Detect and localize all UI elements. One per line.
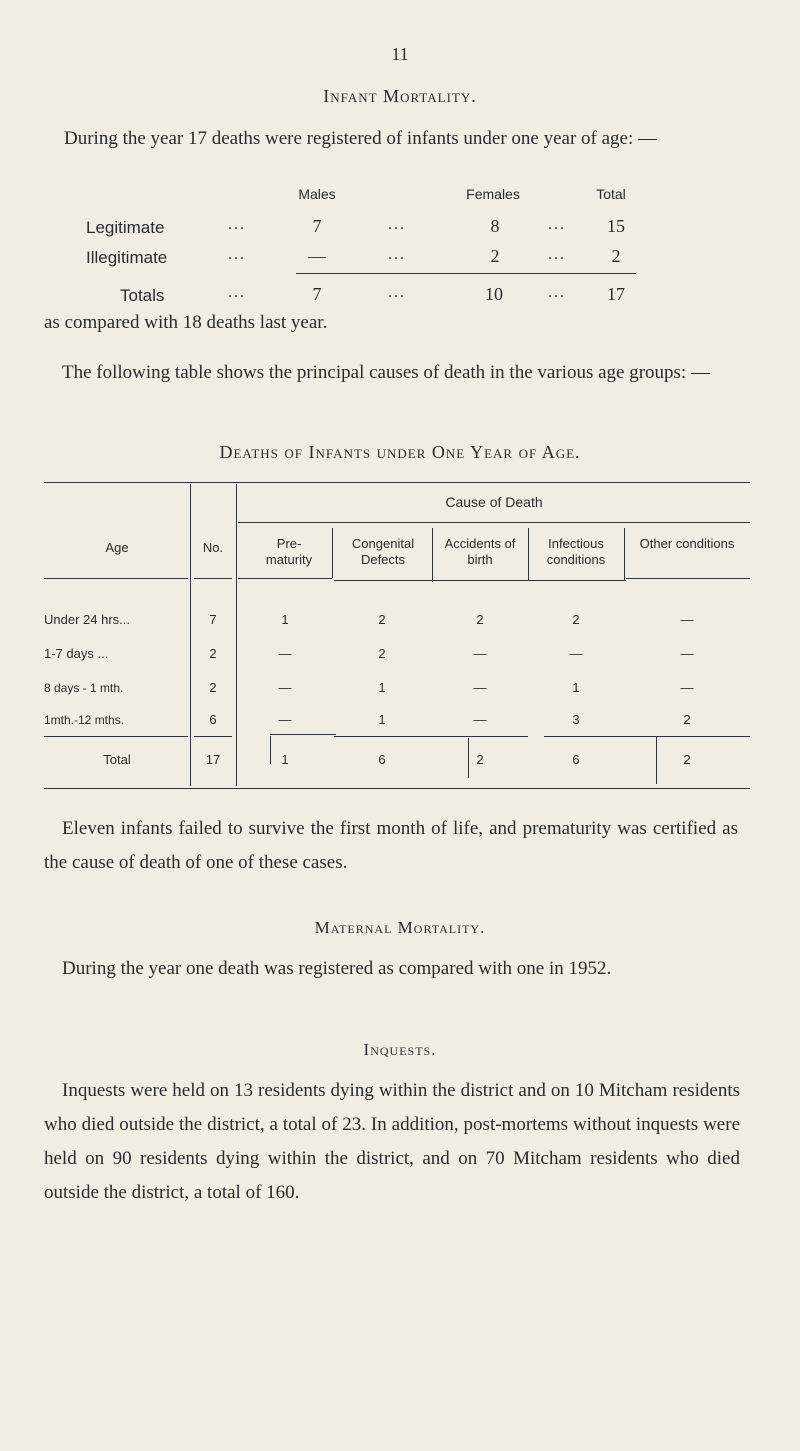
row-acc: 2 <box>476 612 484 627</box>
maternal-mortality-text: During the year one death was registered as compared with one in 1952. <box>62 958 612 979</box>
row-inf: 1 <box>572 680 580 695</box>
header-accidents: Accidents of birth <box>444 536 516 567</box>
summary-divider <box>296 273 636 274</box>
acc-header-rule <box>434 580 530 581</box>
header-no: No. <box>202 540 224 555</box>
row-cong: 2 <box>378 646 386 661</box>
v-rule-cong-head <box>432 528 433 582</box>
oth-header-rule <box>626 578 750 579</box>
inf-header-rule <box>530 580 626 581</box>
row-pre: — <box>278 646 292 661</box>
total-no: 17 <box>205 752 221 767</box>
total-inf: 6 <box>572 752 580 767</box>
v-rule-age <box>190 484 191 786</box>
row-acc: — <box>473 646 487 661</box>
after-table-text: Eleven infants failed to survive the first month of life, and prematurity was certified as the cause of death of one of these cases. <box>44 818 738 873</box>
infant-mortality-heading: Infant Mortality. <box>323 86 477 106</box>
infant-mortality-intro <box>62 122 712 156</box>
comparison-text: as compared with 18 deaths last year. <box>44 312 328 333</box>
row-pre: — <box>278 680 292 695</box>
header-cause-of-death: Cause of Death <box>445 494 543 510</box>
total-age: Total <box>103 752 131 767</box>
row-cong: 2 <box>378 612 386 627</box>
no-header-rule <box>194 578 232 579</box>
header-prematurity: Pre- maturity <box>265 536 313 567</box>
total-acc: 2 <box>476 752 484 767</box>
row-no: 7 <box>209 612 217 627</box>
dots: ... <box>548 246 566 263</box>
summary-table <box>0 186 800 316</box>
row-illegitimate-label: Illegitimate <box>86 248 168 267</box>
deaths-table <box>44 482 750 792</box>
pre-total-rule <box>270 734 336 735</box>
dots: ... <box>228 216 246 233</box>
dots: ... <box>548 284 566 301</box>
dots: ... <box>548 216 566 233</box>
row-oth: — <box>680 646 694 661</box>
row-pre: 1 <box>281 612 289 627</box>
oth-total-rule <box>626 736 750 737</box>
illegitimate-males: — <box>308 246 326 266</box>
cause-header-rule <box>238 522 750 523</box>
page-number: 11 <box>391 44 409 64</box>
inquests-text: Inquests were held on 13 residents dying within the district and on 10 Mitcham residents who died outside the district, a total of 23. In addition, post-mortems without inquests were held on 90 residents dying within the district, and on 70 Mitcham residents who died outside the district, a total of 160. <box>44 1080 740 1203</box>
row-totals-label: Totals <box>120 286 165 305</box>
header-total: Total <box>596 186 626 202</box>
totals-total: 17 <box>607 284 625 304</box>
total-cong: 6 <box>378 752 386 767</box>
row-no: 2 <box>209 680 217 695</box>
row-cong: 1 <box>378 680 386 695</box>
row-acc: — <box>473 680 487 695</box>
cong-total-rule <box>334 736 434 737</box>
age-header-rule <box>44 578 188 579</box>
row-inf: 3 <box>572 712 580 727</box>
pre-header-rule <box>238 578 332 579</box>
row-no: 2 <box>209 646 217 661</box>
illegitimate-females: 2 <box>490 246 500 266</box>
illegitimate-total: 2 <box>611 246 621 266</box>
age-total-rule <box>44 736 188 737</box>
row-cong: 1 <box>378 712 386 727</box>
v-rule-no <box>236 484 237 786</box>
inquests-heading: Inquests. <box>363 1040 437 1059</box>
acc-total-rule <box>434 736 528 737</box>
legitimate-males: 7 <box>312 216 322 236</box>
dots: ... <box>228 246 246 263</box>
row-inf: — <box>569 646 583 661</box>
header-congenital: Congenital Defects <box>351 536 415 567</box>
inf-total-rule <box>544 736 626 737</box>
maternal-mortality-heading: Maternal Mortality. <box>314 918 486 937</box>
row-pre: — <box>278 712 292 727</box>
cong-header-rule <box>334 580 434 581</box>
row-acc: — <box>473 712 487 727</box>
dots: ... <box>388 246 406 263</box>
table-top-rule <box>44 482 750 483</box>
row-age: 1-7 days ... <box>44 646 109 661</box>
legitimate-total: 15 <box>607 216 625 236</box>
header-other: Other conditions <box>639 536 735 551</box>
table-bottom-rule <box>44 788 750 789</box>
totals-females: 10 <box>485 284 503 304</box>
total-pre: 1 <box>281 752 289 767</box>
dots: ... <box>228 284 246 301</box>
totals-males: 7 <box>312 284 322 304</box>
v-rule-acc-head <box>528 528 529 580</box>
dots: ... <box>388 284 406 301</box>
deaths-table-title: Deaths of Infants under One Year of Age. <box>219 442 581 462</box>
row-oth: — <box>680 612 694 627</box>
legitimate-females: 8 <box>490 216 500 236</box>
dots: ... <box>388 216 406 233</box>
total-oth: 2 <box>683 752 691 767</box>
header-males: Males <box>298 186 336 202</box>
row-age: Under 24 hrs... <box>44 612 130 627</box>
header-females: Females <box>466 186 520 202</box>
header-age: Age <box>105 540 129 555</box>
intro-text: During the year 17 deaths were registered of infants under one year of age: — <box>64 128 657 149</box>
header-infectious: Infectious conditions <box>546 536 606 567</box>
row-age: 8 days - 1 mth. <box>44 681 124 695</box>
table-intro-text: The following table shows the principal causes of death in the various age groups: — <box>62 362 710 383</box>
row-oth: — <box>680 680 694 695</box>
v-rule-pre-head <box>332 528 333 578</box>
row-oth: 2 <box>683 712 691 727</box>
no-total-rule <box>194 736 232 737</box>
row-inf: 2 <box>572 612 580 627</box>
row-age: 1mth.-12 mths. <box>44 713 125 727</box>
row-legitimate-label: Legitimate <box>86 218 165 237</box>
row-no: 6 <box>209 712 217 727</box>
